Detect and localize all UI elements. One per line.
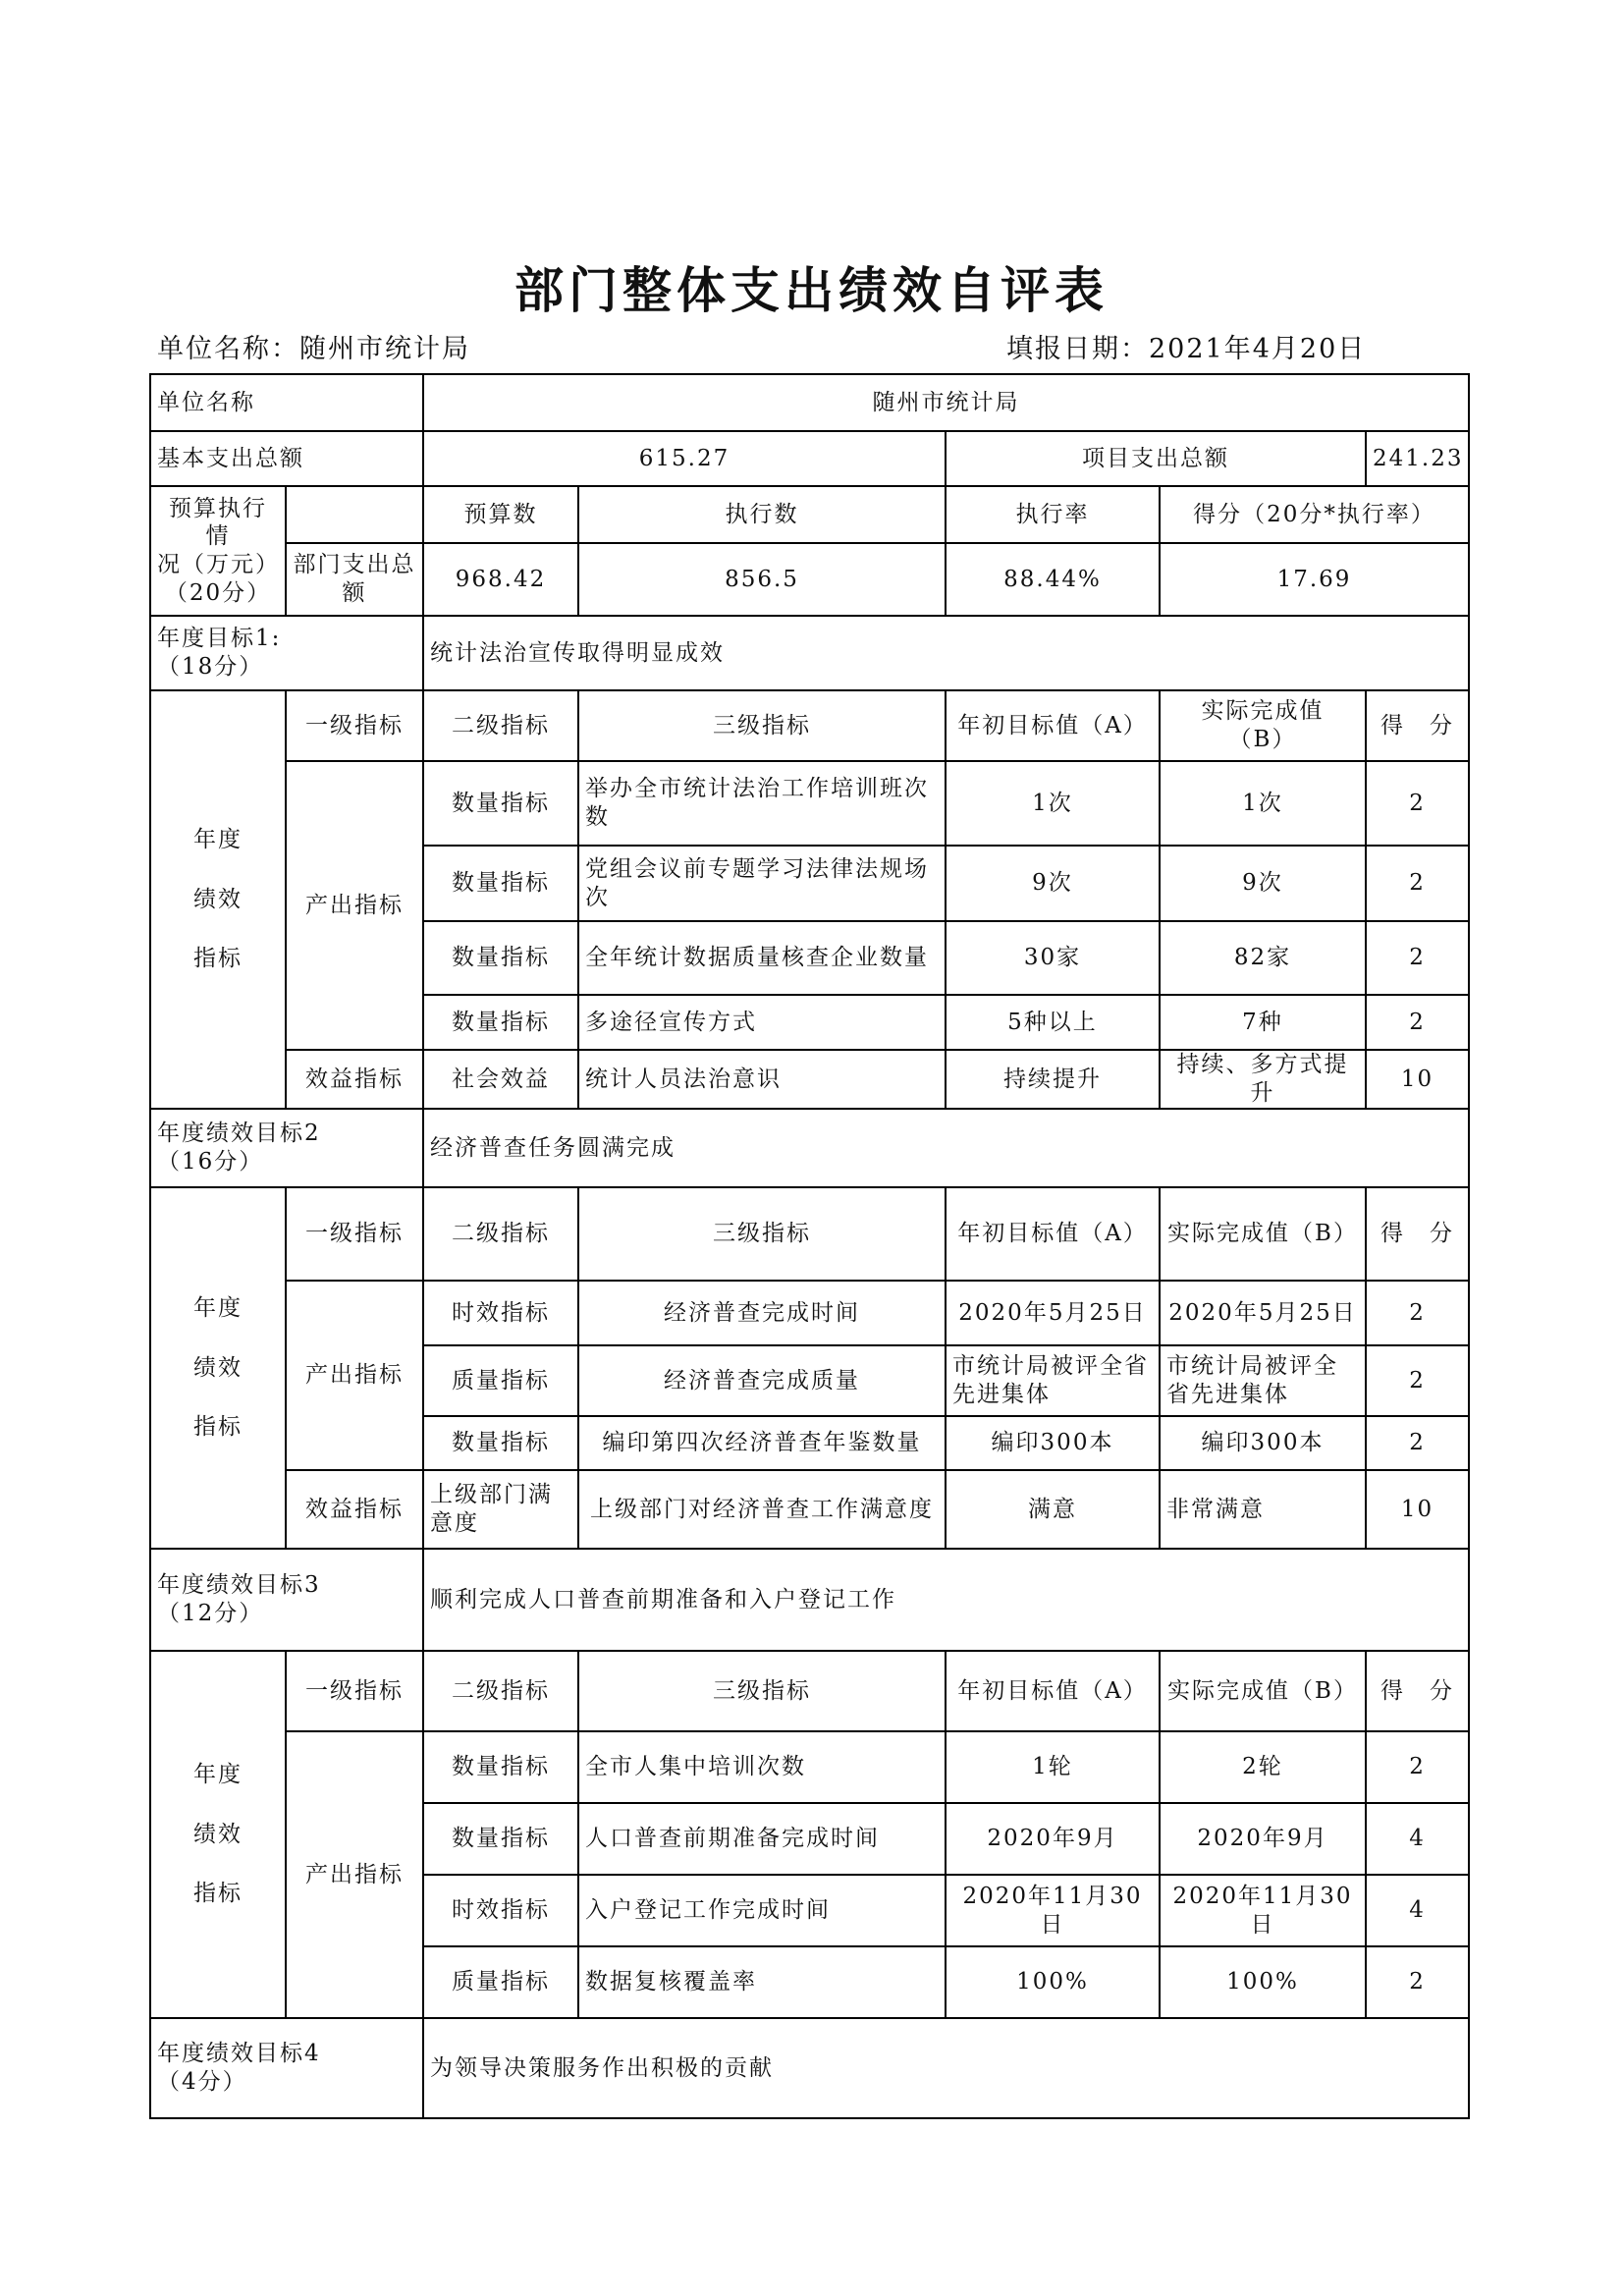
- budget-execution-label: 预算执行情 况（万元） （20分）: [150, 486, 286, 616]
- col-actual: 实际完成值 （B）: [1160, 690, 1366, 761]
- annual-indicator-label: 年度 绩效 指标: [150, 1651, 286, 2018]
- execution-rate-value: 88.44%: [946, 543, 1160, 616]
- annual-indicator-label: 年度 绩效 指标: [150, 1187, 286, 1549]
- goal3-col-header: 年度 绩效 指标 一级指标 二级指标 三级指标 年初目标值（A） 实际完成值（B） 得 分: [150, 1651, 1469, 1731]
- table-row: 产出指标 数量指标 举办全市统计法治工作培训班次数 1次 1次 2: [150, 761, 1469, 846]
- goal2-row: [150, 1109, 1469, 1187]
- table-row: 数量指标 党组会议前专题学习法律法规场次 9次 9次 2: [150, 846, 1469, 921]
- execution-value: 856.5: [578, 543, 946, 616]
- annual-indicator-label: 年度 绩效 指标: [150, 690, 286, 1109]
- budget-value: 968.42: [423, 543, 578, 616]
- goal3-text: 顺利完成人口普查前期准备和入户登记工作: [423, 1549, 1469, 1651]
- col-score-formula: 得分（20分*执行率）: [1160, 486, 1469, 543]
- benefit-indicator: 效益指标: [286, 1470, 423, 1549]
- project-expenditure-value: 241.23: [1366, 431, 1469, 486]
- table-row: 效益指标 社会效益 统计人员法治意识 持续提升 持续、多方式提升 10: [150, 1050, 1469, 1109]
- score-value: 17.69: [1160, 543, 1469, 616]
- output-indicator: 产出指标: [286, 761, 423, 1050]
- col-level1: 一级指标: [286, 690, 423, 761]
- goal2-label: 年度绩效目标2 （16分）: [150, 1109, 423, 1187]
- goal1-col-header: [150, 690, 1469, 761]
- table-row: 数量指标 编印第四次经济普查年鉴数量 编印300本 编印300本 2: [150, 1416, 1469, 1470]
- goal4-text: 为领导决策服务作出积极的贡献: [423, 2018, 1469, 2118]
- budget-value-row: [150, 543, 1469, 616]
- unit-label: 单位名称: [150, 374, 423, 431]
- goal1-row: [150, 616, 1469, 690]
- goal1-text: 统计法治宣传取得明显成效: [423, 616, 1469, 690]
- col-level3: 三级指标: [578, 690, 946, 761]
- col-target: 年初目标值（A）: [946, 690, 1160, 761]
- blank-cell: [286, 486, 423, 543]
- unit-name-line: 单位名称：随州市统计局: [157, 334, 470, 364]
- table-row: 数量指标 多途径宣传方式 5种以上 7种 2: [150, 995, 1469, 1050]
- col-level2: 二级指标: [423, 690, 578, 761]
- output-indicator: 产出指标: [286, 1281, 423, 1470]
- expenditure-row: [150, 431, 1469, 486]
- goal2-text: 经济普查任务圆满完成: [423, 1109, 1469, 1187]
- basic-expenditure-value: 615.27: [423, 431, 946, 486]
- col-budget: 预算数: [423, 486, 578, 543]
- page-title: 部门整体支出绩效自评表: [514, 262, 1109, 319]
- unit-row: [150, 374, 1469, 431]
- table-row: 数量指标 人口普查前期准备完成时间 2020年9月 2020年9月 4: [150, 1803, 1469, 1875]
- col-score: 得 分: [1366, 690, 1469, 761]
- table-row: 质量指标 经济普查完成质量 市统计局被评全省先进集体 市统计局被评全省先进集体 2: [150, 1345, 1469, 1416]
- project-expenditure-label: 项目支出总额: [946, 431, 1366, 486]
- goal1-label: 年度目标1: （18分）: [150, 616, 423, 690]
- goal3-row: [150, 1549, 1469, 1651]
- dept-expenditure-label: 部门支出总 额: [286, 543, 423, 616]
- col-execution-rate: 执行率: [946, 486, 1160, 543]
- goal4-label: 年度绩效目标4 （4分）: [150, 2018, 423, 2118]
- table-row: 质量指标 数据复核覆盖率 100% 100% 2: [150, 1946, 1469, 2018]
- table-row: 产出指标 时效指标 经济普查完成时间 2020年5月25日 2020年5月25日 2: [150, 1281, 1469, 1345]
- table-row: 效益指标 上级部门满意度 上级部门对经济普查工作满意度 满意 非常满意 10: [150, 1470, 1469, 1549]
- evaluation-table: [149, 373, 1470, 2119]
- benefit-indicator: 效益指标: [286, 1050, 423, 1109]
- basic-expenditure-label: 基本支出总额: [150, 431, 423, 486]
- table-row: 产出指标 数量指标 全市人集中培训次数 1轮 2轮 2: [150, 1731, 1469, 1803]
- budget-header-row: [150, 486, 1469, 543]
- goal2-col-header: 年度 绩效 指标 一级指标 二级指标 三级指标 年初目标值（A） 实际完成值（B） 得 分: [150, 1187, 1469, 1281]
- output-indicator: 产出指标: [286, 1731, 423, 2018]
- col-execution: 执行数: [578, 486, 946, 543]
- unit-value: 随州市统计局: [423, 374, 1469, 431]
- goal3-label: 年度绩效目标3 （12分）: [150, 1549, 423, 1651]
- fill-date-line: 填报日期：2021年4月20日: [1006, 334, 1367, 364]
- goal4-row: [150, 2018, 1469, 2118]
- table-row: 数量指标 全年统计数据质量核查企业数量 30家 82家 2: [150, 921, 1469, 995]
- table-row: 时效指标 入户登记工作完成时间 2020年11月30日 2020年11月30日 4: [150, 1875, 1469, 1946]
